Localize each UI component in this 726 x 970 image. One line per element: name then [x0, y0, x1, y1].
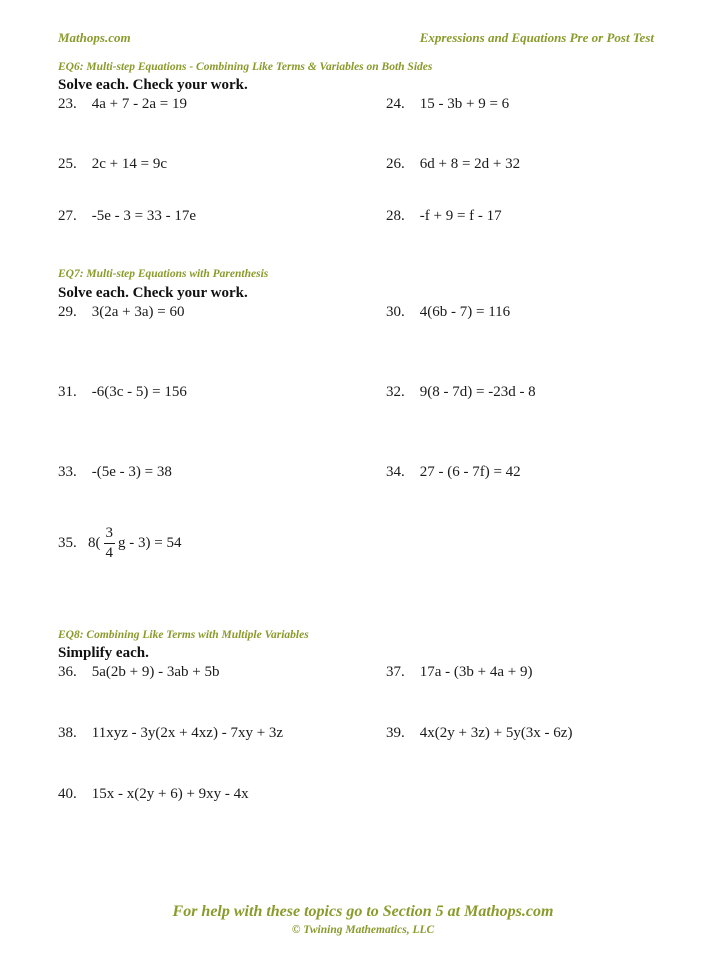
- section-instruction-eq8: Simplify each.: [58, 645, 149, 661]
- problem-37: [386, 664, 532, 681]
- problem-33: [58, 464, 172, 481]
- problem-number: 24.: [386, 96, 405, 112]
- problem-39: [386, 725, 572, 742]
- problem-36: [58, 664, 219, 681]
- problem-27: [58, 208, 196, 225]
- problem-number: 23.: [58, 96, 77, 112]
- problem-number: 34.: [386, 464, 405, 480]
- problem-expression: 3(2a + 3a) = 60: [91, 304, 185, 320]
- problem-35: [58, 526, 181, 561]
- problem-expression: 17a - (3b + 4a + 9): [419, 664, 533, 680]
- problem-number: 30.: [386, 304, 405, 320]
- problem-32: [386, 384, 536, 401]
- fraction: [104, 526, 116, 561]
- section-heading-eq7: EQ7: Multi-step Equations with Parenthesis: [58, 268, 269, 280]
- problem-38: [58, 725, 283, 742]
- section-instruction-eq7: Solve each. Check your work.: [58, 285, 248, 301]
- problem-expression: -6(3c - 5) = 156: [91, 384, 187, 400]
- fraction-denominator: 4: [105, 545, 113, 561]
- problem-number: 36.: [58, 664, 77, 680]
- problem-24: [386, 96, 509, 113]
- problem-expression: 2c + 14 = 9c: [91, 156, 167, 172]
- fraction-numerator: 3: [104, 526, 116, 544]
- problem-34: [386, 464, 521, 481]
- section-heading-eq6: EQ6: Multi-step Equations - Combining Like Terms & Variables on Both Sides: [58, 61, 433, 73]
- problem-expression: -f + 9 = f - 17: [419, 208, 502, 224]
- problem-expression: 15x - x(2y + 6) + 9xy - 4x: [91, 786, 249, 802]
- problem-30: [386, 304, 510, 321]
- problem-number: 35.: [58, 535, 77, 551]
- problem-expression: 5a(2b + 9) - 3ab + 5b: [91, 664, 220, 680]
- expression-prefix: 8(: [88, 535, 101, 551]
- footer-help-text: For help with these topics go to Section 5 at Mathops.com: [172, 903, 554, 920]
- problem-expression: -5e - 3 = 33 - 17e: [91, 208, 197, 224]
- problem-number: 37.: [386, 664, 405, 680]
- problem-number: 33.: [58, 464, 77, 480]
- problem-40: [58, 786, 249, 803]
- problem-number: 39.: [386, 725, 405, 741]
- problem-number: 31.: [58, 384, 77, 400]
- problem-expression: 4(6b - 7) = 116: [419, 304, 511, 320]
- problem-28: [386, 208, 502, 225]
- footer-copyright: © Twining Mathematics, LLC: [291, 924, 435, 936]
- problem-26: [386, 156, 520, 173]
- problem-expression: 6d + 8 = 2d + 32: [419, 156, 521, 172]
- problem-number: 27.: [58, 208, 77, 224]
- problem-29: [58, 304, 184, 321]
- problem-23: [58, 96, 187, 113]
- problem-25: [58, 156, 167, 173]
- problem-number: 38.: [58, 725, 77, 741]
- problem-31: [58, 384, 187, 401]
- problem-expression: 15 - 3b + 9 = 6: [419, 96, 510, 112]
- problem-number: 32.: [386, 384, 405, 400]
- problem-number: 29.: [58, 304, 77, 320]
- problem-number: 25.: [58, 156, 77, 172]
- section-heading-eq8: EQ8: Combining Like Terms with Multiple Variables: [58, 629, 309, 641]
- expression-suffix: g - 3) = 54: [118, 535, 182, 551]
- document-title: Expressions and Equations Pre or Post Test: [419, 30, 654, 45]
- problem-expression: 27 - (6 - 7f) = 42: [419, 464, 521, 480]
- problem-number: 28.: [386, 208, 405, 224]
- problem-number: 40.: [58, 786, 77, 802]
- problem-expression: 4x(2y + 3z) + 5y(3x - 6z): [419, 725, 573, 741]
- site-name: Mathops.com: [58, 30, 131, 45]
- problem-expression: 9(8 - 7d) = -23d - 8: [419, 384, 536, 400]
- problem-number: 26.: [386, 156, 405, 172]
- section-instruction-eq6: Solve each. Check your work.: [58, 77, 248, 93]
- problem-expression: -(5e - 3) = 38: [91, 464, 172, 480]
- problem-expression: 4a + 7 - 2a = 19: [91, 96, 187, 112]
- problem-expression: 11xyz - 3y(2x + 4xz) - 7xy + 3z: [91, 725, 284, 741]
